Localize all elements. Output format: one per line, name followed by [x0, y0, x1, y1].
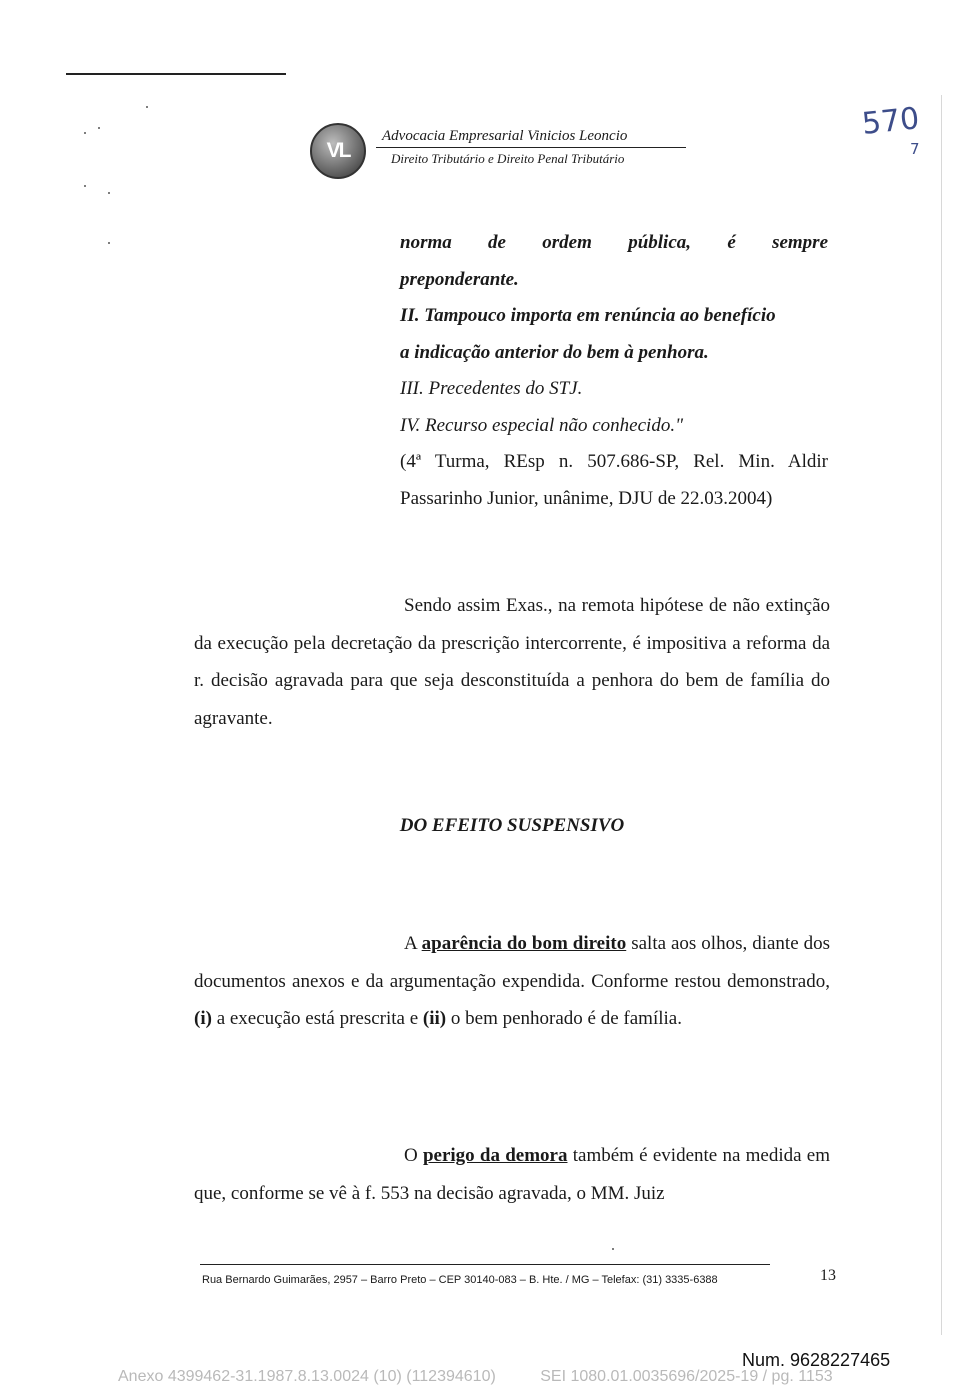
footer-address: Rua Bernardo Guimarães, 2957 – Barro Preto – CEP 30140-083 – B. Hte. / MG – Telefax: (31) 3335-6388: [202, 1274, 718, 1286]
text-run: O: [404, 1145, 423, 1166]
scan-speck: [108, 242, 110, 244]
section-heading: DO EFEITO SUSPENSIVO: [399, 815, 625, 836]
quote-line: preponderante.: [400, 268, 519, 290]
firm-subtitle: Direito Tributário e Direito Penal Tributário: [391, 151, 625, 166]
list-marker: (ii): [422, 1008, 447, 1029]
quote-line: II. Tampouco importa em renúncia ao benefício: [400, 305, 776, 326]
text-run: A: [404, 933, 422, 954]
scan-speck: [98, 127, 100, 129]
paragraph-bom-direito: [194, 925, 830, 1038]
quote-line: a indicação anterior do bem à penhora.: [400, 341, 709, 363]
quote-line: IV. Recurso especial não conhecido.": [400, 414, 684, 436]
scan-speck: [84, 132, 86, 134]
scan-speck: [612, 1248, 614, 1250]
quote-reference: (4ª Turma, REsp n. 507.686-SP, Rel. Min. Aldir: [400, 451, 828, 472]
scan-speck: [84, 185, 86, 187]
quote-line: III. Precedentes do STJ.: [400, 378, 583, 399]
system-document-number: Num. 9628227465: [742, 1350, 891, 1370]
text-run: salta aos olhos, diante dos documentos anexos e da argumentação expendida. Conforme restou demonstrado,: [194, 933, 830, 992]
watermark-stamp: Anexo 4399462-31.1987.8.13.0024 (10) (112394610) SEI 1080.01.0035696/2025-19 / pg. 1153: [118, 1368, 833, 1385]
text-run: o bem penhorado é de família.: [446, 1008, 682, 1029]
handwritten-mark: 7: [910, 140, 920, 158]
handwritten-page-number: 570: [860, 101, 921, 142]
emphasis-bom-direito: aparência do bom direito: [421, 933, 627, 954]
paragraph-text: Sendo assim Exas., na remota hipótese de não extinção da execução pela decretação da prescrição intercorrente, é impositiva a reforma da r. decisão agravada para que seja desconstituída a penhora do bem de família do agravante.: [194, 595, 830, 729]
firm-name: Advocacia Empresarial Vinicios Leoncio: [382, 128, 628, 144]
scan-edge: [941, 95, 942, 1335]
scan-speck: [108, 192, 110, 194]
text-run: também é evidente na medida em que, conforme se vê à f. 553 na decisão agravada, o MM. Juiz: [194, 1145, 830, 1204]
scan-speck: [146, 106, 148, 108]
firm-logo-text: VL: [326, 139, 350, 162]
firm-rule: [376, 147, 686, 148]
text-run: a execução está prescrita e: [211, 1008, 423, 1029]
quote-reference: Passarinho Junior, unânime, DJU de 22.03.2004): [400, 487, 773, 509]
paragraph-conclusion: [194, 587, 830, 737]
paragraph-perigo-demora: [194, 1137, 830, 1212]
quote-line: norma de ordem pública, é sempre: [400, 232, 828, 253]
paragraph-text: [194, 1137, 830, 1212]
footer-rule: [200, 1264, 770, 1265]
quoted-ruling: [400, 225, 828, 517]
paragraph-text: [194, 925, 830, 1038]
list-marker: (i): [194, 1008, 212, 1029]
emphasis-perigo-demora: perigo da demora: [422, 1145, 568, 1166]
top-rule: [66, 73, 286, 75]
page-number: 13: [820, 1267, 836, 1284]
firm-logo: [310, 123, 366, 179]
